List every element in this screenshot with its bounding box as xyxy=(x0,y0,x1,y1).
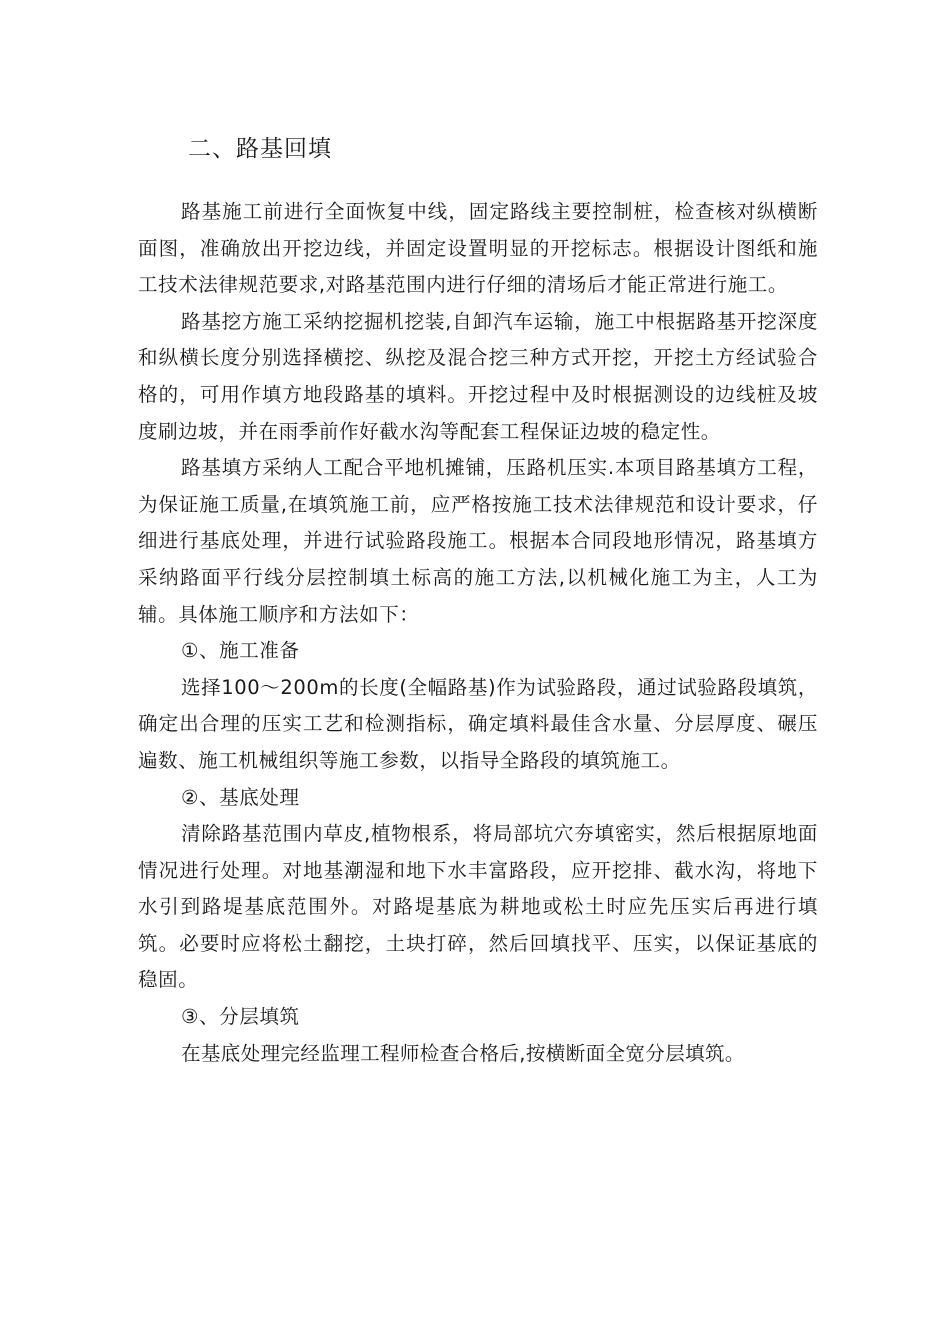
subsection-text-preparation: 选择100～200m的长度(全幅路基)作为试验路段，通过试验路段填筑，确定出合理的压实工艺和检测指标，确定填料最佳含水量、分层厚度、碾压遍数、施工机械组织等施工参数，以指导全路段的填筑施工。 xyxy=(138,675,818,772)
paragraph-survey: 路基施工前进行全面恢复中线，固定路线主要控制桩，检查核对纵横断面图，准确放出开挖边线，并固定设置明显的开挖标志。根据设计图纸和施工技术法律规范要求,对路基范围内进行仔细的清场后才能正常进行施工。 xyxy=(138,200,818,297)
paragraph-filling: 路基填方采纳人工配合平地机摊铺，压路机压实.本项目路基填方工程，为保证施工质量,在填筑施工前，应严格按施工技术法律规范和设计要求，仔细进行基底处理，并进行试验路段施工。根据本合同段地形情况，路基填方采纳路面平行线分层控制填土标高的施工方法,以机械化施工为主，人工为辅。具体施工顺序和方法如下： xyxy=(138,456,818,626)
paragraph-excavation: 路基挖方施工采纳挖掘机挖装,自卸汽车运输，施工中根据路基开挖深度和纵横长度分别选择横挖、纵挖及混合挖三种方式开挖，开挖土方经试验合格的，可用作填方地段路基的填料。开挖过程中及时根据测设的边线桩及坡度刷边坡，并在雨季前作好截水沟等配套工程保证边坡的稳定性。 xyxy=(138,309,818,443)
section-heading: 二、路基回填 xyxy=(188,136,332,162)
subsection-title-preparation: ①、施工准备 xyxy=(181,639,300,663)
subsection-title-base-treatment: ②、基底处理 xyxy=(181,785,300,809)
subsection-text-base-treatment: 清除路基范围内草皮,植物根系，将局部坑穴夯填密实，然后根据原地面情况进行处理。对地基潮湿和地下水丰富路段，应开挖排、截水沟，将地下水引到路堤基底范围外。对路堤基底为耕地或松土时应先压实后再进行填筑。必要时应将松土翻挖，土块打碎，然后回填找平、压实，以保证基底的稳固。 xyxy=(138,822,818,992)
subsection-text-layered-filling: 在基底处理完经监理工程师检查合格后,按横断面全宽分层填筑。 xyxy=(181,1041,745,1065)
document-body xyxy=(138,194,818,1072)
subsection-title-layered-filling: ③、分层填筑 xyxy=(181,1005,300,1029)
